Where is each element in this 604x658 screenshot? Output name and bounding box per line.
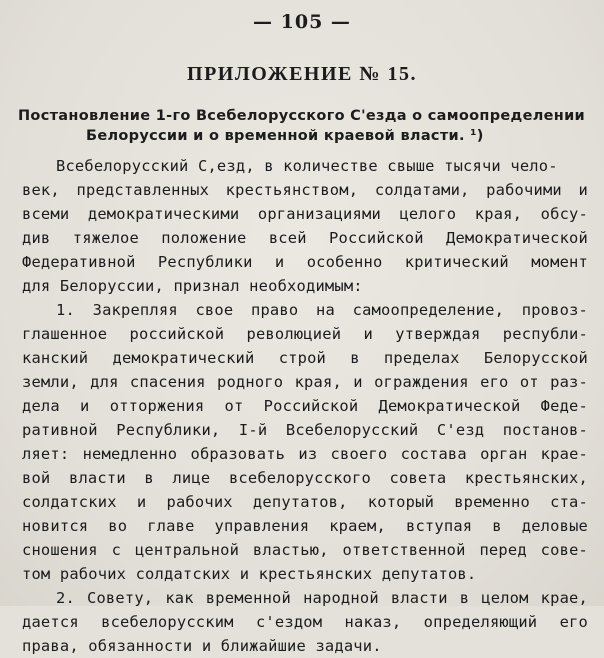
body-line: глашенное российской революцией и утверждая республи- <box>22 325 588 343</box>
page-number: — 105 — <box>253 11 351 33</box>
body-line: права, обязанности и ближайшие задачи. <box>22 637 382 655</box>
body-line: вой власти в лице всебелорусского совета крестьянских, <box>22 469 588 487</box>
body-line: новится во главе управления краем, вступая в деловые <box>22 517 588 535</box>
body-line: сношения с центральной властью, ответственной перед сове- <box>22 541 588 559</box>
appendix-title: ПРИЛОЖЕНИЕ № 15. <box>187 63 417 85</box>
body-line: земли, для спасения родного края, и ограждения его от раз- <box>22 373 588 391</box>
body-line: див тяжелое положение всей Российской Демократической <box>22 229 588 247</box>
resolution-heading-line-1: Постановление 1-го Всебелорусского С'езда о самоопределении <box>18 108 585 124</box>
body-line: канский демократический строй в пределах Белорусской <box>22 349 588 367</box>
body-line: Всебелорусский С,езд, в количестве свыше тысячи чело- <box>56 157 558 175</box>
body-line: дается всебелорусским с'ездом наказ, определяющий его <box>22 613 588 631</box>
body-line: ративной Республики, I-й Всебелорусский С'езд постанов- <box>22 421 588 439</box>
body-line: 2. Совету, как временной народной власти в целом крае, <box>56 589 588 607</box>
body-line: всеми демократическими организациями целого края, обсу- <box>22 205 588 223</box>
body-line: ляет: немедленно образовать из своего состава орган крае- <box>22 445 588 463</box>
body-line: дела и отторжения от Российской Демократической Феде- <box>22 397 588 415</box>
body-line: для Белоруссии, признал необходимым: <box>22 277 363 295</box>
resolution-heading-line-2: Белоруссии и о временной краевой власти. ¹) <box>86 128 484 144</box>
body-line: 1. Закрепляя свое право на самоопределение, провоз- <box>56 301 588 319</box>
body-line: солдатских и рабочих депутатов, который временно ста- <box>22 493 588 511</box>
body-line: Федеративной Республики и особенно критический момент <box>22 253 588 271</box>
body-line: век, представленных крестьянством, солдатами, рабочими и <box>22 181 588 199</box>
body-line: том рабочих солдатских и крестьянских депутатов. <box>22 565 477 583</box>
